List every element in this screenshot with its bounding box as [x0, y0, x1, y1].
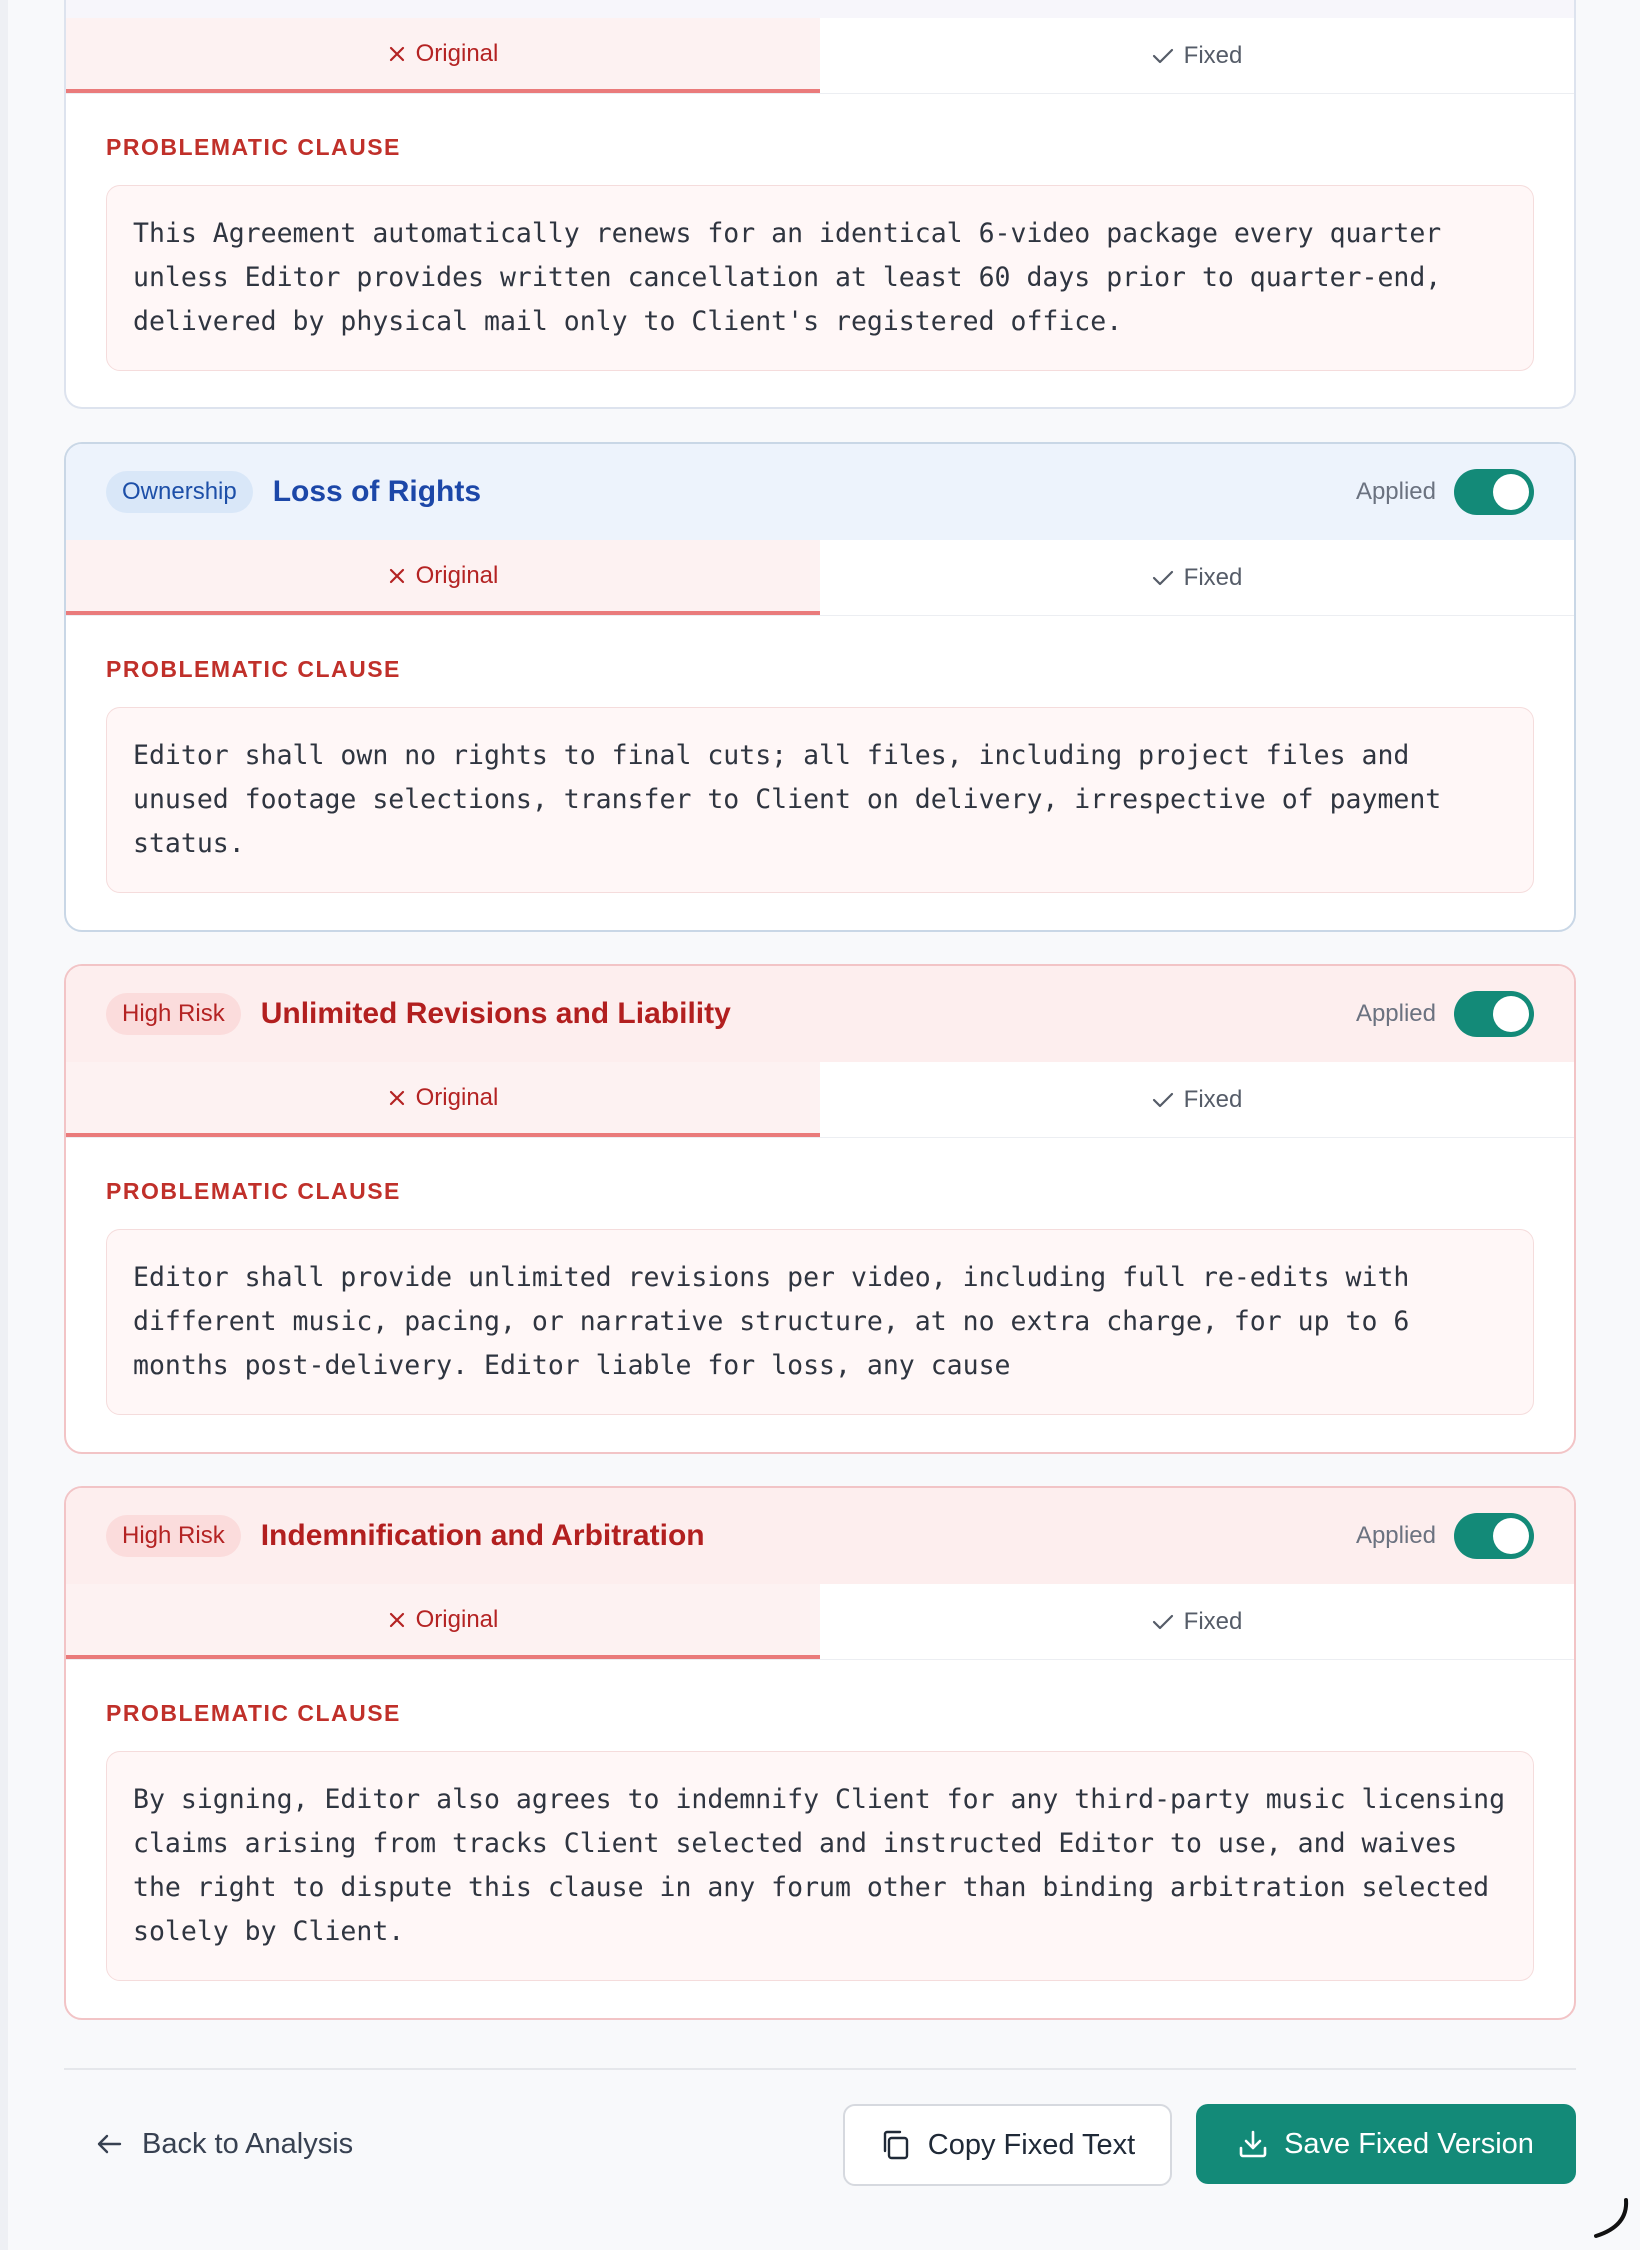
check-icon: [1152, 569, 1174, 587]
tab-fixed[interactable]: [820, 18, 1574, 93]
save-label: Save Fixed Version: [1284, 2127, 1534, 2160]
applied-label: Applied: [1355, 1000, 1436, 1027]
section-label: PROBLEMATIC CLAUSE: [106, 1700, 401, 1726]
clause-tabs: [66, 1062, 1574, 1138]
copy-icon: [880, 2129, 912, 2161]
tab-fixed[interactable]: [820, 1062, 1574, 1137]
clause-card-loss-of-rights: [64, 442, 1576, 932]
arrow-left-icon: [96, 2133, 122, 2155]
tab-original-label: Original: [415, 39, 499, 67]
clause-text: Editor shall own no rights to final cuts; all files, including project files and unused footage selections, transfer to Client on delivery, irrespective of payment status.: [106, 707, 1534, 893]
tab-original-label: Original: [415, 1083, 499, 1111]
loading-spinner-icon: [1592, 2196, 1632, 2245]
copy-label: Copy Fixed Text: [927, 2128, 1136, 2161]
back-to-analysis-button[interactable]: [96, 2120, 353, 2168]
tab-original[interactable]: [66, 1062, 820, 1137]
card-header: [66, 966, 1574, 1062]
copy-fixed-text-button[interactable]: [843, 2104, 1172, 2186]
x-icon: [388, 45, 406, 63]
applied-label: Applied: [1355, 1522, 1436, 1549]
toggle-knob: [1493, 996, 1529, 1032]
section-label: PROBLEMATIC CLAUSE: [106, 1178, 401, 1204]
check-icon: [1152, 1613, 1174, 1631]
clause-card-indemnification: [64, 1486, 1576, 2020]
toggle-knob: [1493, 474, 1529, 510]
card-header-clipped: [66, 0, 1574, 18]
card-header: [66, 444, 1574, 540]
tab-fixed[interactable]: [820, 540, 1574, 615]
applied-toggle[interactable]: [1454, 991, 1534, 1037]
check-icon: [1152, 1091, 1174, 1109]
save-fixed-version-button[interactable]: [1196, 2104, 1576, 2184]
tab-fixed-label: Fixed: [1183, 1607, 1243, 1635]
clause-card-unlimited-revisions: [64, 964, 1576, 1454]
section-label: PROBLEMATIC CLAUSE: [106, 656, 401, 682]
clause-tabs: [66, 540, 1574, 616]
card-title: Unlimited Revisions and Liability: [260, 997, 731, 1030]
download-icon: [1238, 2129, 1268, 2159]
clause-tabs: [66, 18, 1574, 94]
footer-divider: [64, 2068, 1576, 2070]
x-icon: [388, 1089, 406, 1107]
check-icon: [1152, 47, 1174, 65]
tab-original-label: Original: [415, 561, 499, 589]
applied-toggle[interactable]: [1454, 1513, 1534, 1559]
clause-text: This Agreement automatically renews for an identical 6-video package every quarter unless Editor provides written cancellation at least 60 days prior to quarter-end, delivered by physical mail only to Client's registered office.: [106, 185, 1534, 371]
x-icon: [388, 1611, 406, 1629]
tab-fixed-label: Fixed: [1183, 563, 1243, 591]
back-label: Back to Analysis: [142, 2127, 354, 2160]
x-icon: [388, 567, 406, 585]
tab-original[interactable]: [66, 540, 820, 615]
category-badge: Ownership: [106, 471, 253, 513]
clause-tabs: [66, 1584, 1574, 1660]
tab-original[interactable]: [66, 1584, 820, 1659]
card-title: Indemnification and Arbitration: [260, 1519, 705, 1552]
tab-original-label: Original: [415, 1605, 499, 1633]
left-edge-shade: [0, 0, 8, 2250]
risk-badge: High Risk: [106, 993, 241, 1035]
toggle-knob: [1493, 1518, 1529, 1554]
clause-card-auto-renewal: [64, 0, 1576, 409]
section-label: PROBLEMATIC CLAUSE: [106, 134, 401, 160]
tab-fixed[interactable]: [820, 1584, 1574, 1659]
card-header: [66, 1488, 1574, 1584]
applied-toggle[interactable]: [1454, 469, 1534, 515]
clause-text: Editor shall provide unlimited revisions per video, including full re-edits with different music, pacing, or narrative structure, at no extra charge, for up to 6 months post-delivery. Editor liable for loss, any cause: [106, 1229, 1534, 1415]
tab-original[interactable]: [66, 18, 820, 93]
risk-badge: High Risk: [106, 1515, 241, 1557]
card-title: Loss of Rights: [272, 475, 482, 508]
applied-label: Applied: [1355, 478, 1436, 505]
clause-text: By signing, Editor also agrees to indemnify Client for any third-party music licensing claims arising from tracks Client selected and instructed Editor to use, and waives the right to dispute this clause in any forum other than binding arbitration selected solely by Client.: [106, 1751, 1534, 1981]
tab-fixed-label: Fixed: [1183, 41, 1243, 69]
tab-fixed-label: Fixed: [1183, 1085, 1243, 1113]
